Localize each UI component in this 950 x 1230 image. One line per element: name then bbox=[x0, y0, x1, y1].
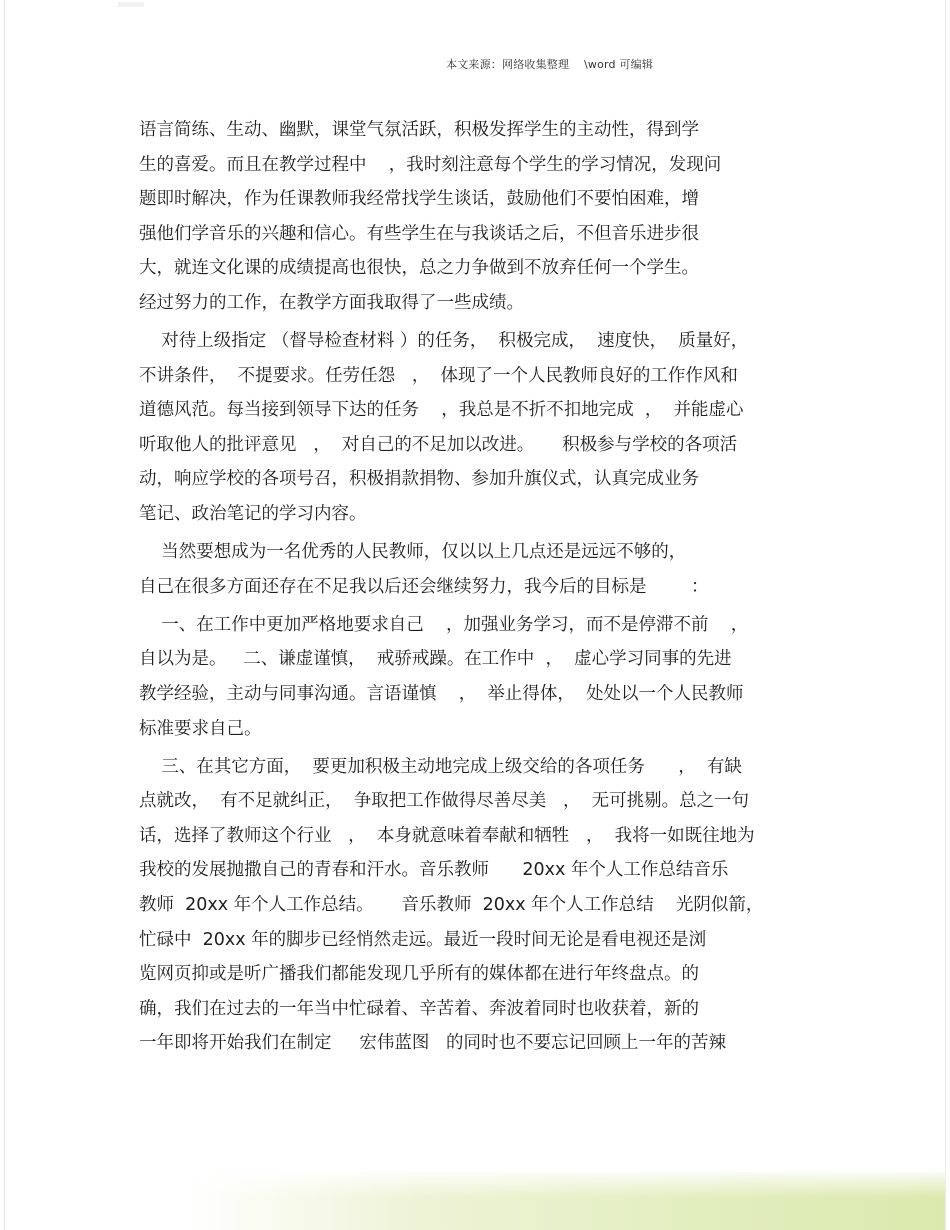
text-line: 教学经验，主动与同事沟通。言语谨慎 ， 举止得体， 处处以一个人民教师 bbox=[139, 684, 744, 704]
paragraph-goals-one-two bbox=[139, 608, 819, 746]
text-line: 自己在很多方面还存在不足我以后还会继续努力，我今后的目标是 ： bbox=[139, 576, 709, 597]
text-line: 大，就连文化课的成绩提高也很快，总之力争做到不放弃任何一个学生。 bbox=[139, 258, 699, 279]
text-line: 一、在工作中更加严格地要求自己 ，加强业务学习，而不是停滞不前 ， bbox=[139, 614, 749, 635]
text-line: 话，选择了教师这个行业 ， 本身就意味着奉献和牺牲 ， 我将一如既往地为 bbox=[139, 825, 755, 846]
paragraph-teaching bbox=[139, 113, 819, 321]
text-line: 当然要想成为一名优秀的人民教师，仅以以上几点还是远远不够的， bbox=[139, 542, 687, 563]
page-right-edge bbox=[945, 0, 946, 1230]
text-line: 题即时解决，作为任课教师我经常找学生谈话，鼓励他们不要怕困难，增 bbox=[139, 189, 699, 210]
text-line: 确，我们在过去的一年当中忙碌着、辛苦着、奔波着同时也收获着，新的 bbox=[139, 998, 699, 1019]
source-header: 本文来源：网络收集整理 \word 可编辑 bbox=[446, 58, 654, 71]
text-line: 生的喜爱。而且在教学过程中 ，我时刻注意每个学生的学习情况，发现问 bbox=[139, 154, 722, 175]
text-line: 强他们学音乐的兴趣和信心。有些学生在与我谈话之后，不但音乐进步很 bbox=[139, 223, 699, 244]
paragraph-tasks bbox=[139, 324, 819, 532]
text-line: 动，响应学校的各项号召，积极捐款捐物、参加升旗仪式，认真完成业务 bbox=[139, 469, 699, 490]
text-line: 忙碌中 20xx 年的脚步已经悄然走远。最近一段时间无论是看电视还是浏 bbox=[139, 929, 707, 950]
decorative-footer-band bbox=[190, 1172, 945, 1230]
text-line: 标准要求自己。 bbox=[139, 718, 262, 739]
text-line: 三、在其它方面， 要更加积极主动地完成上级交给的各项任务 ， 有缺 bbox=[139, 756, 742, 777]
text-line: 语言简练、生动、幽默，课堂气氛活跃，积极发挥学生的主动性，得到学 bbox=[139, 120, 699, 140]
text-line: 笔记、政治笔记的学习内容。 bbox=[139, 504, 367, 525]
text-line: 教师 20xx 年个人工作总结。 音乐教师 20xx 年个人工作总结 光阴似箭， bbox=[139, 895, 764, 916]
text-line: 道德风范。每当接到领导下达的任务 ，我总是不折不扣地完成 ， 并能虚心 bbox=[139, 400, 744, 421]
page-left-edge bbox=[4, 0, 5, 1230]
text-line: 经过努力的工作，在教学方面我取得了一些成绩。 bbox=[139, 292, 524, 313]
text-line: 览网页抑或是听广播我们都能发现几乎所有的媒体都在进行年终盘点。的 bbox=[139, 964, 699, 985]
text-line: 一年即将开始我们在制定 宏伟蓝图 的同时也不要忘记回顾上一年的苦辣 bbox=[139, 1033, 726, 1054]
paragraph-goals-intro bbox=[139, 535, 819, 604]
scan-artifact bbox=[118, 2, 144, 7]
text-line: 自以为是。 二、谦虚谨慎， 戒骄戒躁。在工作中 ， 虚心学习同事的先进 bbox=[139, 649, 732, 670]
text-line: 我校的发展抛撒自己的青春和汗水。音乐教师 20xx 年个人工作总结音乐 bbox=[139, 860, 729, 881]
text-line: 听取他人的批评意见 ， 对自己的不足加以改进。 积极参与学校的各项活 bbox=[139, 434, 738, 455]
text-line: 不讲条件， 不提要求。任劳任怨 ， 体现了一个人民教师良好的工作作风和 bbox=[139, 365, 738, 386]
text-line: 对待上级指定 （督导检查材料 ）的任务， 积极完成， 速度快， 质量好， bbox=[139, 331, 749, 352]
text-line: 点就改， 有不足就纠正， 争取把工作做得尽善尽美 ， 无可挑剔。总之一句 bbox=[139, 791, 750, 812]
paragraph-goals-three bbox=[139, 750, 819, 1061]
document-body bbox=[139, 113, 819, 1061]
